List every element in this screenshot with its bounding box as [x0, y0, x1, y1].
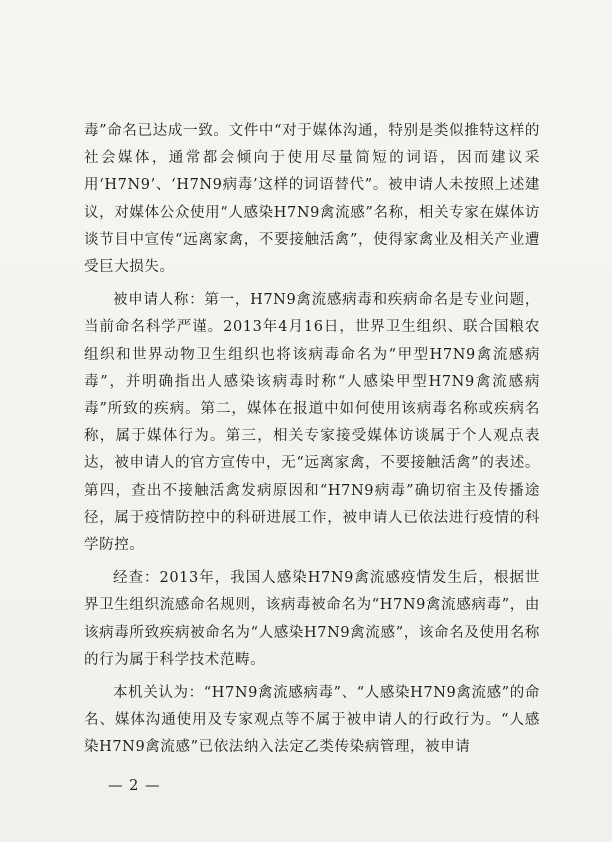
paragraph-agency-opinion: 本机关认为：“H7N9禽流感病毒”、“人感染H7N9禽流感”的命名、媒体沟通使用及专家观点等不属于被申请人的行政行为。“人感染H7N9禽流感”已依法纳入法定乙类传染病管理，被申请 [84, 685, 540, 756]
paragraph-continuation: 毒”命名已达成一致。文件中“对于媒体沟通，特别是类似推特这样的社会媒体，通常都会倾向于使用尽量简短的词语，因而建议采用‘H7N9’、‘H7N9病毒’这样的词语替代”。被申请人未按照上述建议，对媒体公众使用“人感染H7N9禽流感”名称，相关专家在媒体访谈节目中宣传“远离家禽，不要接触活禽”，使得家禽业及相关产业遭受巨大损失。 [84, 123, 540, 276]
page-number: — 2 — [108, 778, 161, 794]
document-body [84, 118, 540, 762]
paragraph-respondent-statement: 被申请人称：第一，H7N9禽流感病毒和疾病命名是专业问题，当前命名科学严谨。2013年4月16日，世界卫生组织、联合国粮农组织和世界动物卫生组织也将该病毒命名为“甲型H7N9禽流感病毒”，并明确指出人感染该病毒时称“人感染甲型H7N9禽流感病毒”所致的疾病。第二，媒体在报道中如何使用该病毒名称或疾病名称，属于媒体行为。第三，相关专家接受媒体访谈属于个人观点表达，被申请人的官方宣传中，无“远离家禽，不要接触活禽”的表述。第四，查出不接触活禽发病原因和“H7N9病毒”确切宿主及传播途径，属于疫情防控中的科研进展工作，被申请人已依法进行疫情的科学防控。 [84, 292, 540, 554]
paragraph-investigation: 经查：2013年，我国人感染H7N9禽流感疫情发生后，根据世界卫生组织流感命名规则，该病毒被命名为“H7N9禽流感病毒”，由该病毒所致疾病被命名为“人感染H7N9禽流感”，该命名及使用名称的行为属于科学技术范畴。 [84, 570, 540, 668]
